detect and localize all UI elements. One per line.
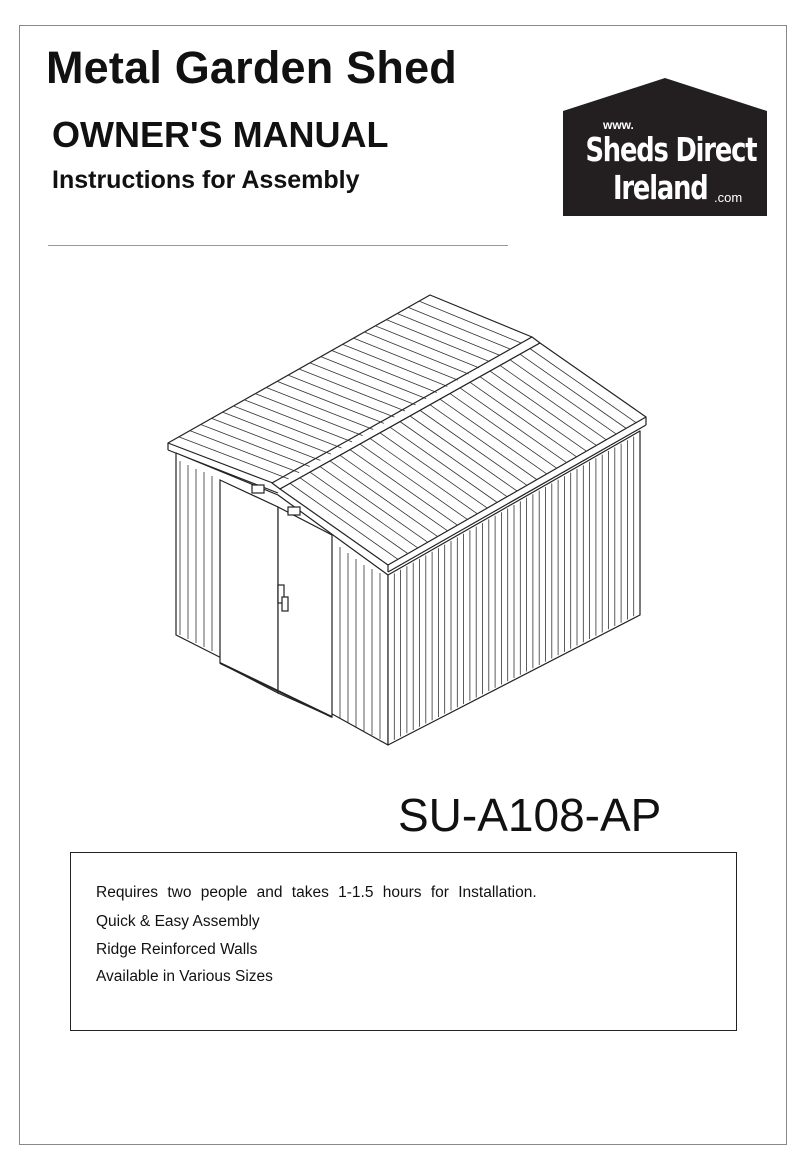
logo-line1: Sheds Direct — [585, 130, 757, 169]
logo-line2: Ireland — [613, 168, 708, 207]
shed-illustration — [160, 285, 655, 755]
feature-assembly: Quick & Easy Assembly — [96, 913, 260, 930]
model-number: SU-A108-AP — [398, 789, 662, 841]
document-title: Metal Garden Shed — [46, 42, 457, 93]
feature-installation: Requires two people and takes 1-1.5 hours for Installation. — [96, 884, 537, 901]
header-divider — [48, 245, 508, 246]
logo-www: www. — [603, 118, 634, 132]
logo-suffix: .com — [714, 190, 743, 205]
instructions-heading: Instructions for Assembly — [52, 166, 360, 194]
feature-sizes: Available in Various Sizes — [96, 968, 273, 985]
feature-walls: Ridge Reinforced Walls — [96, 941, 258, 958]
sheds-direct-logo — [563, 78, 767, 216]
manual-heading: OWNER'S MANUAL — [52, 114, 389, 155]
